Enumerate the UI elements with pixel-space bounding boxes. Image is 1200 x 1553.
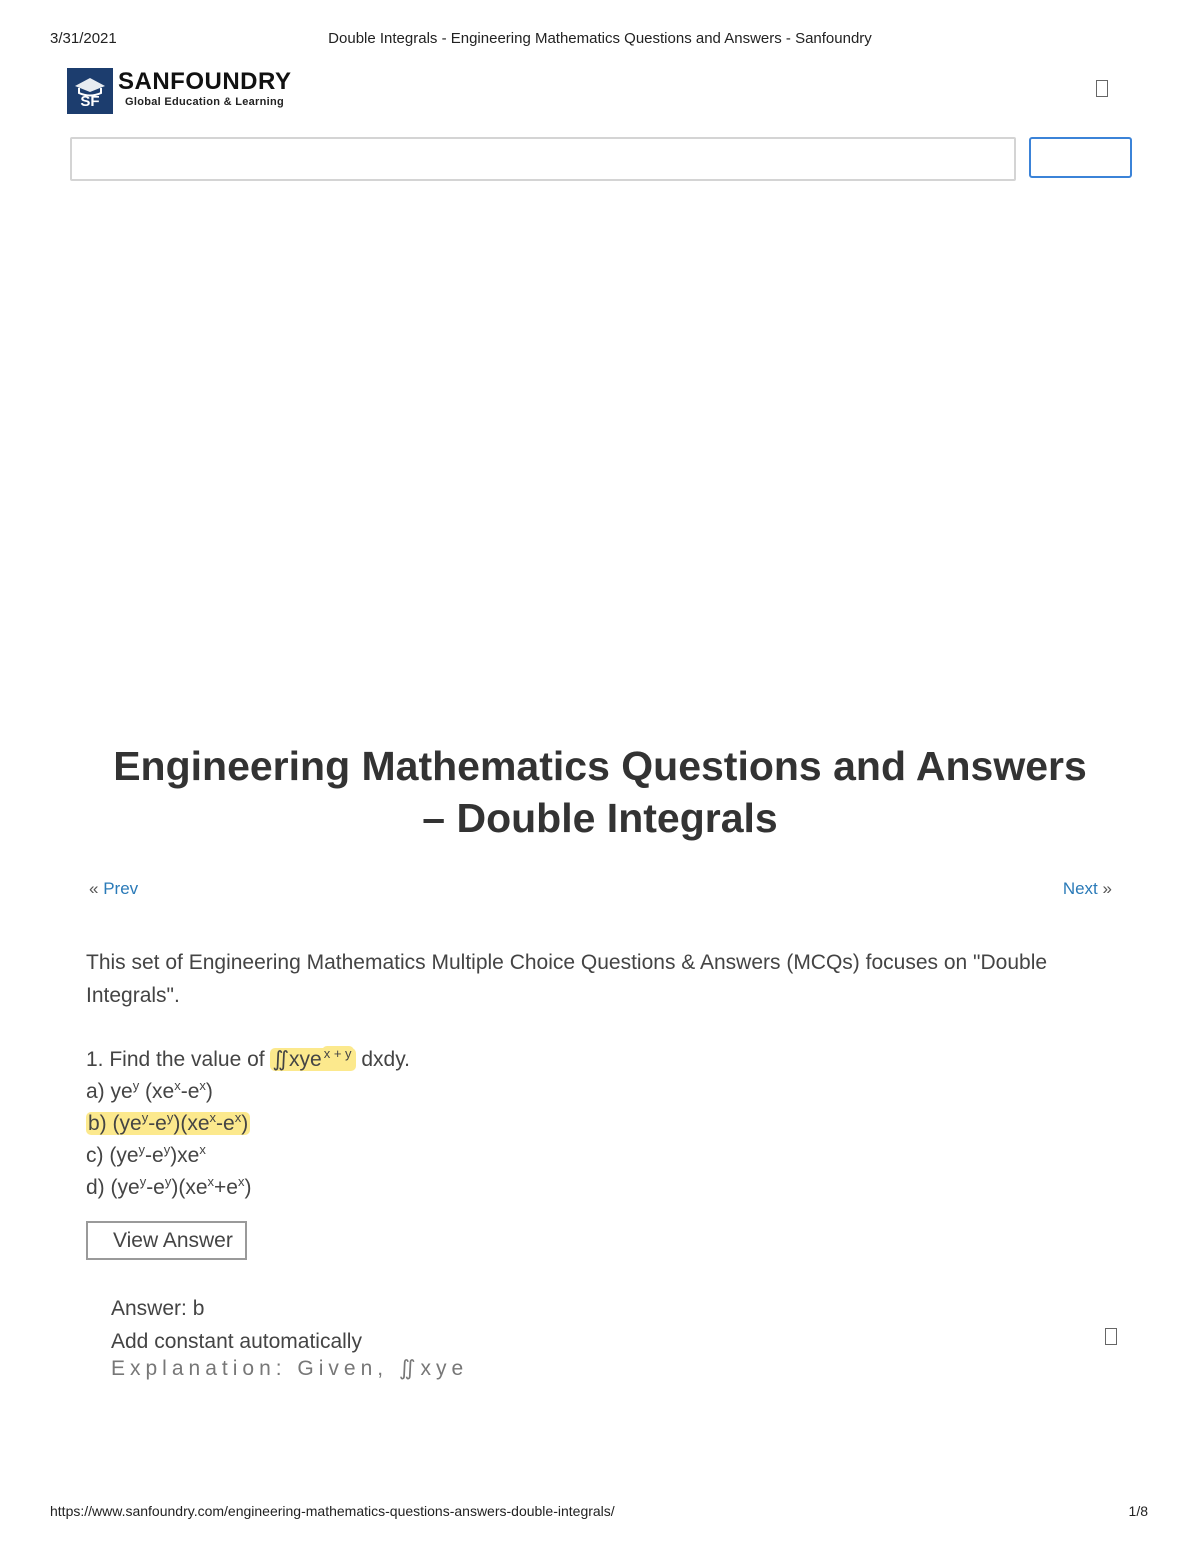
view-answer-button[interactable]: View Answer <box>86 1221 247 1260</box>
highlight: b) $(ye^y-e^y)(xe^x-e^x)$ <box>88 1110 249 1135</box>
question-stem: 1. Find the value of ∬xye $^{x + y}$ dxdy. <box>86 1046 410 1071</box>
print-document-title: Double Integrals - Engineering Mathematics Questions and Answers - Sanfoundry <box>328 30 872 47</box>
next-link[interactable] <box>1063 879 1112 899</box>
explanation-cut-line: Explanation: Given, ∬xye <box>111 1357 469 1380</box>
print-url: https://www.sanfoundry.com/engineering-mathematics-questions-answers-double-integrals/ <box>50 1503 615 1519</box>
logo-mark-text: SF <box>80 93 100 110</box>
logo-mark-icon <box>67 68 113 114</box>
next-arrow-icon: » <box>1102 879 1112 898</box>
prev-link[interactable] <box>89 879 138 899</box>
answer-explanation: Add constant automatically <box>111 1330 362 1353</box>
next-label: Next <box>1062 879 1098 898</box>
option-b <box>86 1108 1116 1140</box>
option-d: d) $(ye^y-e^y)(xe^x+e^x)$ <box>86 1174 252 1199</box>
intro-text: This set of Engineering Mathematics Multiple Choice Questions & Answers (MCQs) focuses on "Double Integrals". <box>86 951 1048 1007</box>
prev-arrow-icon: « <box>89 879 99 898</box>
answer-text: Answer: b <box>111 1297 205 1320</box>
site-logo[interactable] <box>67 68 317 114</box>
print-header <box>50 30 1150 50</box>
menu-icon[interactable] <box>1096 80 1108 97</box>
print-date: 3/31/2021 <box>50 30 117 47</box>
logo-tagline: Global Education & Learning <box>125 96 285 108</box>
scroll-icon[interactable] <box>1105 1328 1117 1345</box>
search-input[interactable] <box>70 137 1016 181</box>
page-title: Engineering Mathematics Questions and Answers – Double Integrals <box>113 743 1087 841</box>
prev-label: Prev <box>103 879 139 898</box>
answer-block <box>111 1292 362 1358</box>
question-1 <box>86 1044 1116 1204</box>
highlight: ∬xye $^{x + y}$ <box>270 1048 355 1071</box>
logo-name: SANFOUNDRY <box>118 68 292 95</box>
option-a: a) $ye^y$ $(xe^x-e^x)$ <box>86 1078 213 1103</box>
print-page-number: 1/8 <box>1128 1503 1148 1519</box>
search-button[interactable] <box>1029 137 1132 178</box>
print-footer <box>50 1503 1148 1523</box>
option-c: c) $(ye^y-e^y)xe^x$ <box>86 1142 206 1167</box>
